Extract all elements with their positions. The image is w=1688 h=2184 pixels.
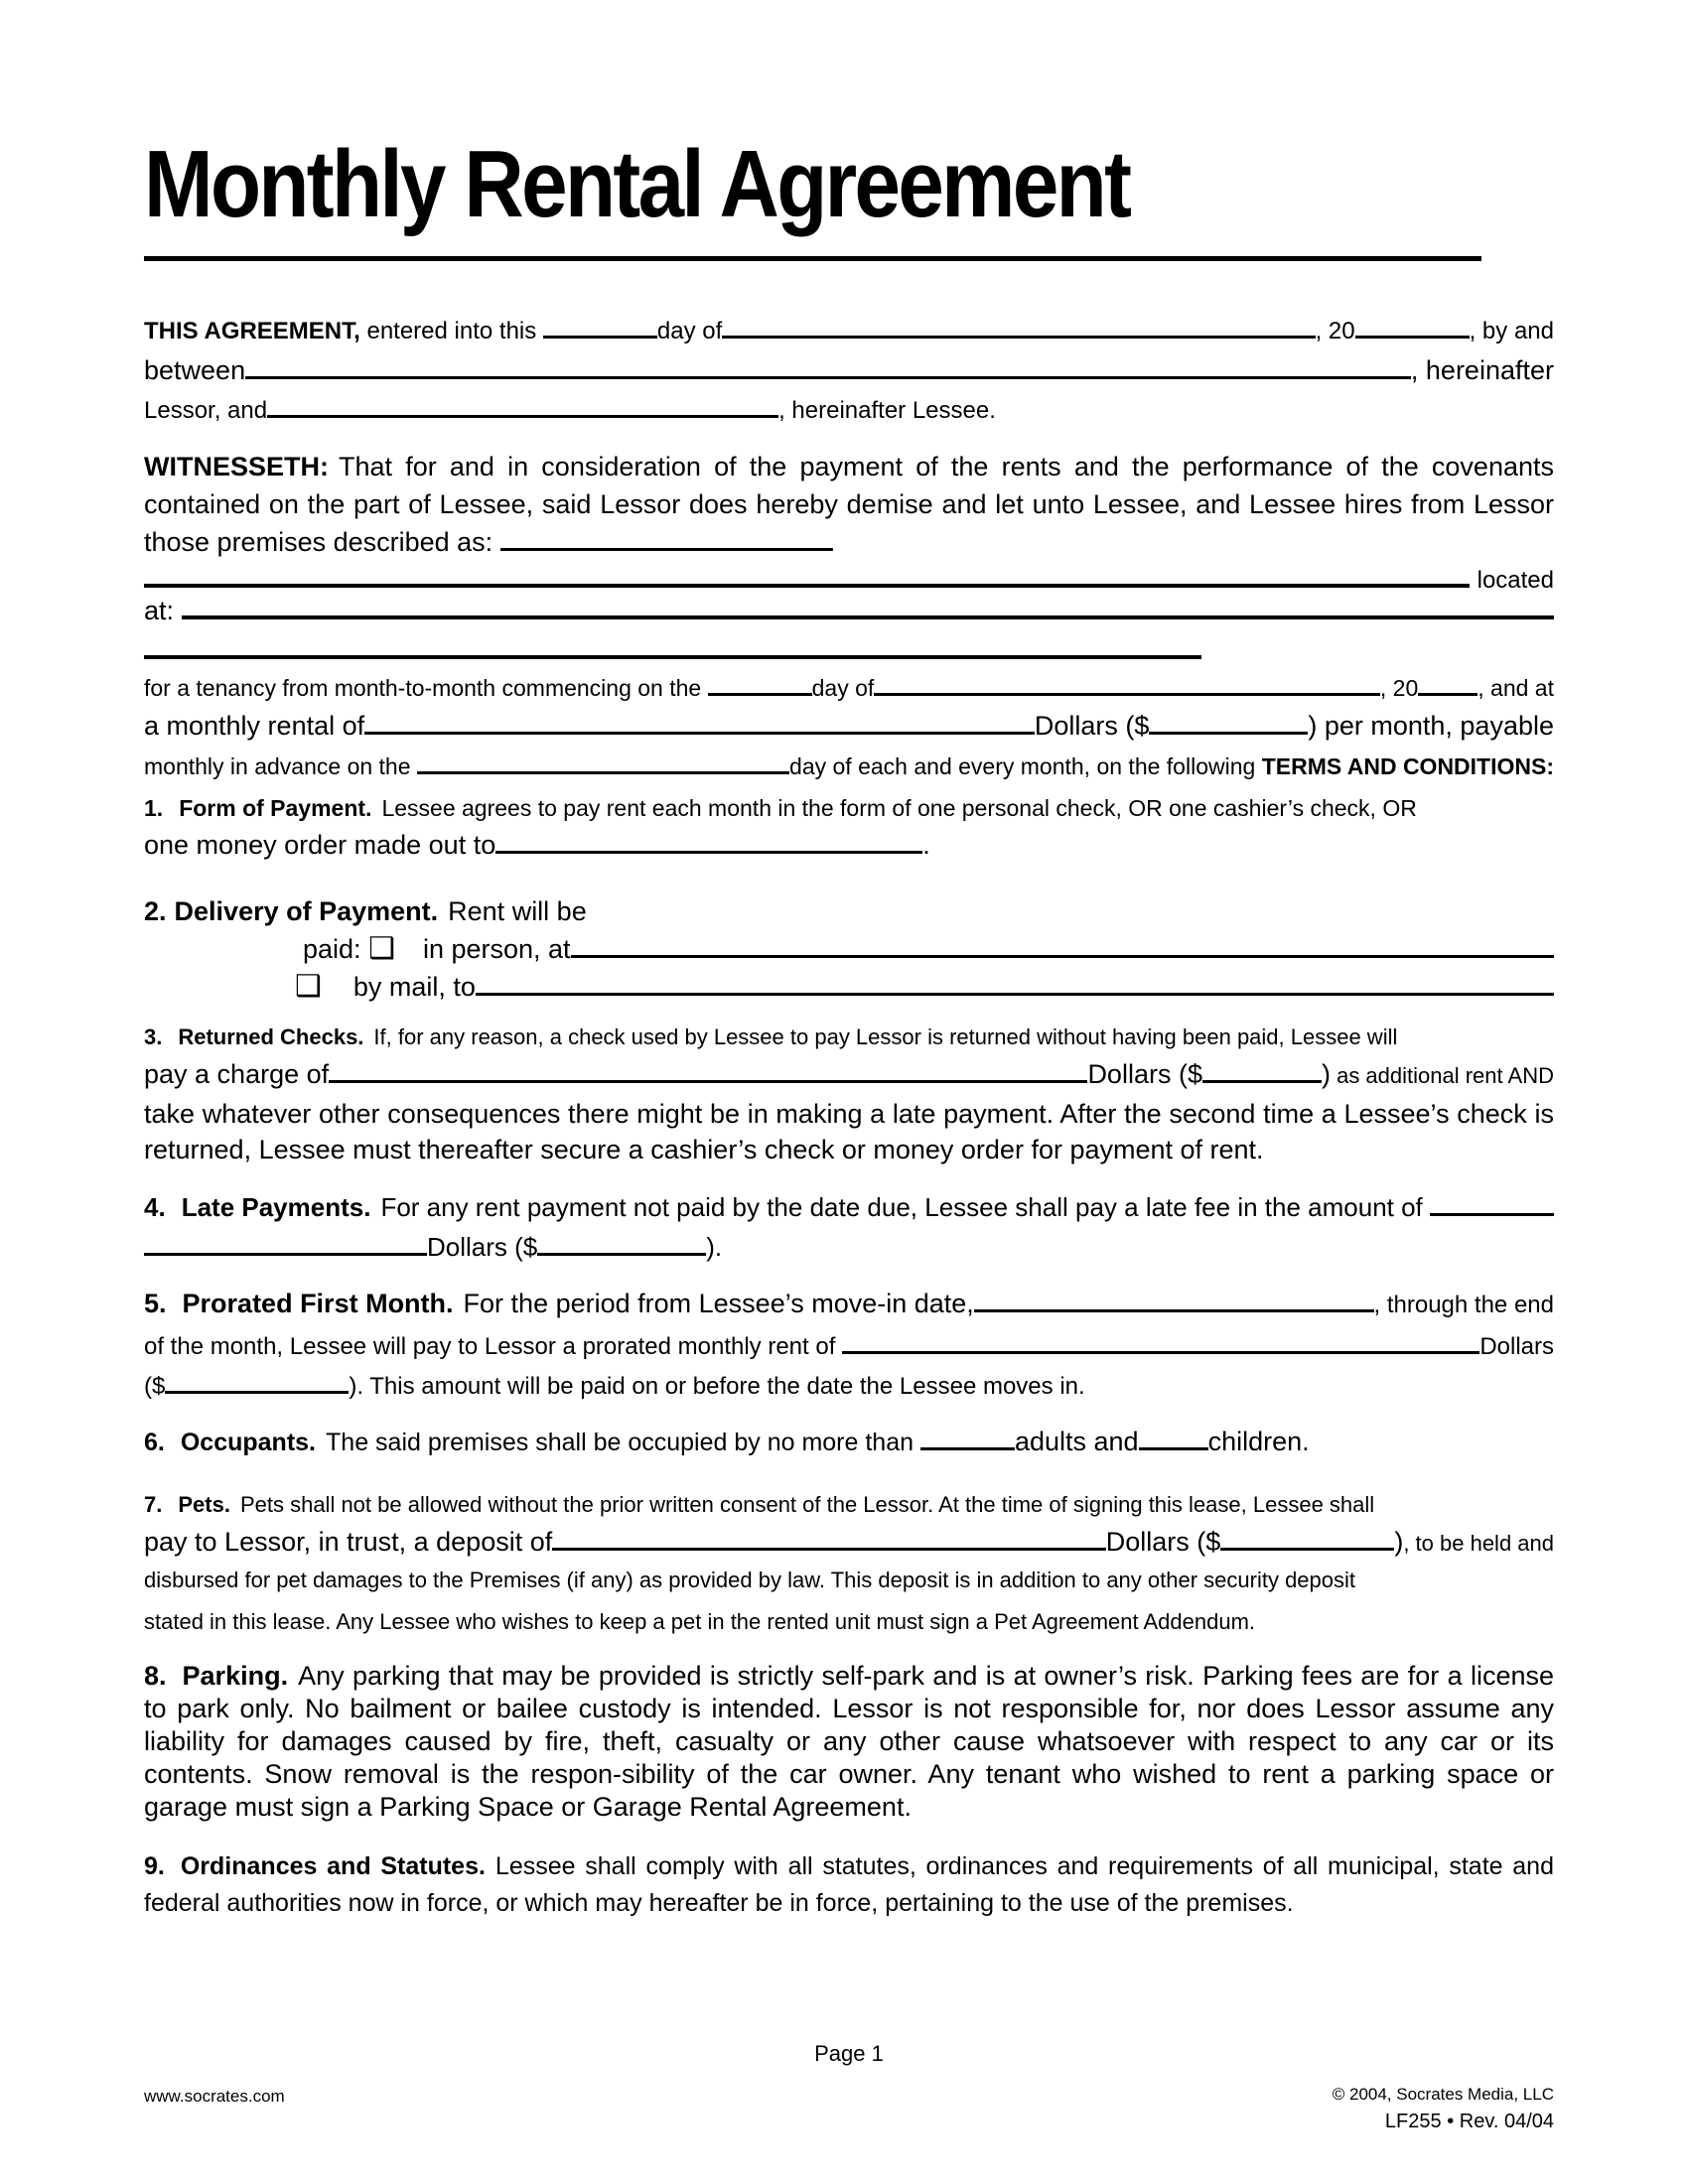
blank-children-count-field[interactable] [1139, 1422, 1208, 1450]
blank-pet-deposit-amount-field[interactable] [1220, 1522, 1394, 1551]
intro-paragraph [144, 310, 1554, 430]
section-2-delivery-of-payment [144, 893, 1554, 1005]
section-5-number: 5. [144, 1289, 167, 1318]
tenancy-text-4: , and at [1477, 675, 1554, 701]
intro-text-8: , hereinafter Lessee. [778, 397, 996, 424]
section-4-body: For any rent payment not paid by the date due, Lessee shall pay a late fee in the amount of [380, 1192, 1431, 1222]
intro-text-5: between [144, 355, 246, 385]
tenancy-text-1: for a tenancy from month-to-month commencing on the [144, 675, 708, 701]
title-block [144, 131, 1554, 237]
by-mail-label: by mail, to [352, 972, 476, 1002]
terms-and-conditions-label: TERMS AND CONDITIONS: [1261, 753, 1554, 779]
section-5-text-4: Dollars [1479, 1333, 1554, 1360]
section-2-option-1-line: paid: ❑ in person, at [144, 929, 1554, 967]
intro-line-3 [144, 389, 1554, 430]
section-6-text-3: children. [1207, 1427, 1310, 1456]
section-5-heading: Prorated First Month. [182, 1289, 454, 1318]
section-6-line-1 [144, 1422, 1554, 1462]
section-9-ordinances-and-statutes [144, 1848, 1554, 1922]
section-4-late-payments [144, 1187, 1554, 1266]
section-6-heading: Occupants. [180, 1429, 317, 1456]
section-6-occupants [144, 1422, 1554, 1462]
section-5-line-1 [144, 1284, 1554, 1325]
intro-line-2 [144, 350, 1554, 389]
section-7-body: Pets shall not be allowed without the prior written consent of the Lessor. At the time of signing this lease, Lessee shall [239, 1492, 1375, 1517]
intro-text-6: , hereinafter [1410, 355, 1554, 385]
section-6-number: 6. [144, 1429, 165, 1456]
at-line [144, 590, 1554, 628]
section-7-text-5: , to be held and [1403, 1531, 1554, 1556]
section-5-line-3 [144, 1365, 1554, 1405]
section-1-line-1 [144, 791, 1554, 825]
blank-late-fee-amount-field[interactable] [537, 1227, 706, 1256]
tenancy-text-2: day of [811, 675, 875, 701]
document-content [144, 0, 1554, 2184]
address-continued-line [144, 631, 1554, 664]
section-1-body: Lessee agrees to pay rent each month in the form of one personal check, OR one cashier’s check, OR [381, 795, 1417, 821]
section-4-line-2 [144, 1227, 1554, 1266]
blank-premises-field[interactable] [500, 544, 833, 551]
blank-rent-words-field[interactable] [364, 706, 1035, 735]
section-4-line-1 [144, 1187, 1554, 1227]
tenancy-text-5: a monthly rental of [144, 711, 365, 741]
blank-lessor-name-field[interactable] [245, 350, 1411, 379]
section-4-text-2: Dollars ($ [427, 1232, 538, 1262]
section-9-text [144, 1848, 1554, 1922]
section-8-body: Any parking that may be provided is strictly self-park and is at owner’s risk. Parking fees are for a license to park only. No bailment or bailee custody is intended. Lessor is not responsible for, nor does Lessor assume any liability for damages caused by fire, theft, casualty or any other cause whatsoever with respect to any car or its contents. Snow removal is the respon-sibility of the car owner. Any tenant who wished to rent a parking space or garage must sign a Parking Space or Garage Rental Agreement. [144, 1661, 1554, 1822]
witnesseth-text [144, 448, 1554, 561]
tenancy-paragraph [144, 667, 1554, 784]
tenancy-text-9: day of each and every month, on the following [789, 753, 1262, 779]
tenancy-line-1 [144, 667, 1554, 706]
intro-text-1: entered into this [359, 318, 543, 344]
section-3-tail: take whatever other consequences there might be in making a late payment. After the second time a Lessee’s check is returned, Lessee must thereafter secure a cashier’s check or money order for payment of rent. [144, 1099, 1554, 1164]
located-label: located [1477, 567, 1554, 594]
intro-line-1 [144, 310, 1554, 350]
section-5-line-2 [144, 1325, 1554, 1365]
section-9-number: 9. [144, 1852, 165, 1880]
section-7-text-3: Dollars ($ [1105, 1527, 1221, 1557]
title-rule [144, 256, 1481, 261]
section-2-line-1 [144, 893, 1554, 929]
section-7-tail-1: disbursed for pet damages to the Premises (if any) as provided by law. This deposit is in addition to any other security deposit [144, 1568, 1356, 1592]
blank-pet-deposit-words-field[interactable] [552, 1522, 1106, 1551]
section-7-text-4: ) [1394, 1527, 1404, 1557]
section-5-prorated-first-month [144, 1284, 1554, 1405]
section-4-heading: Late Payments. [181, 1192, 371, 1222]
intro-text-7: Lessor, and [144, 397, 268, 424]
blank-lessee-name-field[interactable] [267, 389, 778, 418]
blank-day-field[interactable] [543, 310, 657, 339]
section-5-body: For the period from Lessee’s move-in date, [463, 1289, 974, 1318]
section-1-number: 1. [144, 795, 164, 821]
blank-charge-words-field[interactable] [329, 1054, 1087, 1083]
blank-due-day-field[interactable] [417, 746, 789, 774]
intro-text-3: , 20 [1315, 318, 1355, 344]
page-title: Monthly Rental Agreement [144, 131, 1130, 237]
blank-adults-count-field[interactable] [920, 1422, 1015, 1450]
section-8-parking [144, 1660, 1554, 1824]
section-2-body: Rent will be [448, 896, 587, 926]
section-5-text-3: of the month, Lessee will pay to Lessor a prorated monthly rent of [144, 1333, 843, 1360]
tenancy-line-3 [144, 746, 1554, 784]
witnesseth-paragraph [144, 448, 1554, 561]
section-5-text-5: ($ [144, 1373, 166, 1400]
at-label: at: [144, 596, 175, 625]
section-7-pets [144, 1488, 1554, 1639]
section-3-text-3: Dollars ($ [1087, 1059, 1202, 1089]
witnesseth-heading: WITNESSETH: [144, 452, 329, 481]
blank-address-field[interactable] [182, 590, 1554, 619]
blank-commencing-year-field[interactable] [1418, 667, 1477, 696]
section-3-line-2 [144, 1054, 1554, 1096]
section-6-body: The said premises shall be occupied by no more than [326, 1429, 920, 1456]
section-7-heading: Pets. [178, 1492, 230, 1517]
footer-copyright: © 2004, Socrates Media, LLC [1332, 2085, 1554, 2104]
section-1-form-of-payment [144, 791, 1554, 865]
section-1-text-2: one money order made out to [144, 830, 496, 860]
blank-commencing-month-field[interactable] [874, 667, 1380, 696]
page-number: Page 1 [814, 2041, 884, 2066]
section-9-body: Lessee shall comply with all statutes, ordinances and requirements of all municipal, state and federal authorities now in force, or which may hereafter be in force, pertaining to the use of the premises. [144, 1852, 1554, 1917]
blank-rent-amount-field[interactable] [1149, 706, 1308, 735]
section-5-text-6: ). This amount will be paid on or before the date the Lessee moves in. [349, 1373, 1085, 1400]
section-9-heading: Ordinances and Statutes. [180, 1852, 486, 1880]
blank-commencing-day-field[interactable] [708, 667, 812, 696]
section-7-number: 7. [144, 1492, 163, 1517]
blank-payee-field[interactable] [495, 825, 922, 854]
blank-premises-continued-field[interactable] [144, 558, 1470, 588]
blank-in-person-address-field[interactable] [571, 929, 1554, 958]
section-3-returned-checks [144, 1021, 1554, 1167]
tenancy-line-2 [144, 706, 1554, 746]
section-7-tail-2: stated in this lease. Any Lessee who wishes to keep a pet in the rented unit must sign a Pet Agreement Addendum. [144, 1609, 1256, 1634]
intro-text-2: day of [656, 318, 723, 344]
section-7-line-2 [144, 1522, 1554, 1564]
blank-prorated-rent-words-field[interactable] [842, 1325, 1479, 1354]
blank-year-field[interactable] [1355, 310, 1470, 339]
footer-website: www.socrates.com [144, 2087, 285, 2106]
section-8-heading: Parking. [182, 1661, 289, 1691]
blank-month-field[interactable] [722, 310, 1315, 339]
tenancy-text-7: ) per month, payable [1308, 711, 1554, 741]
tenancy-text-8: monthly in advance on the [144, 753, 417, 779]
section-2-heading: Delivery of Payment. [174, 896, 439, 926]
section-7-text-2: pay to Lessor, in trust, a deposit of [144, 1527, 553, 1557]
section-2-number: 2. [144, 896, 167, 926]
section-1-heading: Form of Payment. [179, 795, 372, 821]
section-3-text-4: ) [1321, 1059, 1331, 1089]
section-3-body: If, for any reason, a check used by Lessee to pay Lessor is returned without having been paid, Lessee will [373, 1024, 1398, 1049]
section-4-number: 4. [144, 1192, 166, 1222]
intro-text-4: , by and [1469, 318, 1554, 344]
in-person-label: in person, at [422, 934, 571, 964]
section-3-text-2: pay a charge of [144, 1059, 330, 1089]
section-1-line-2 [144, 825, 1554, 865]
tenancy-text-3: , 20 [1379, 675, 1419, 701]
blank-late-fee-words-start-field[interactable] [1430, 1187, 1554, 1216]
blank-prorated-rent-amount-field[interactable] [165, 1365, 349, 1394]
section-3-line-1 [144, 1021, 1554, 1054]
section-3-heading: Returned Checks. [178, 1024, 364, 1049]
section-5-text-2: , through the end [1373, 1292, 1554, 1318]
paid-label: paid: [303, 934, 369, 964]
section-3-number: 3. [144, 1024, 163, 1049]
section-7-line-1 [144, 1488, 1554, 1522]
blank-by-mail-address-field[interactable] [476, 967, 1554, 996]
section-6-text-2: adults and [1014, 1427, 1139, 1456]
footer-form-revision: LF255 • Rev. 04/04 [1384, 2111, 1554, 2132]
witnesseth-body: That for and in consideration of the payment of the rents and the performance of the covenants contained on the part of Lessee, said Lessor does hereby demise and let unto Lessee, and Lessee hires from Lessor those premises described as: [144, 452, 1554, 557]
tenancy-text-6: Dollars ($ [1034, 711, 1150, 741]
blank-address-continued-field[interactable] [144, 631, 1201, 659]
section-8-text [144, 1660, 1554, 1824]
section-2-option-2-line: ❑ by mail, to [144, 967, 1554, 1005]
section-1-period: . [922, 830, 930, 860]
blank-charge-amount-field[interactable] [1202, 1054, 1322, 1083]
section-8-number: 8. [144, 1661, 167, 1691]
blank-late-fee-words-field[interactable] [144, 1227, 427, 1256]
section-3-text-5: as additional rent AND [1330, 1063, 1554, 1088]
section-4-text-3: ). [706, 1232, 723, 1262]
agreement-label: THIS AGREEMENT, [144, 318, 360, 344]
blank-move-in-date-field[interactable] [974, 1284, 1374, 1312]
